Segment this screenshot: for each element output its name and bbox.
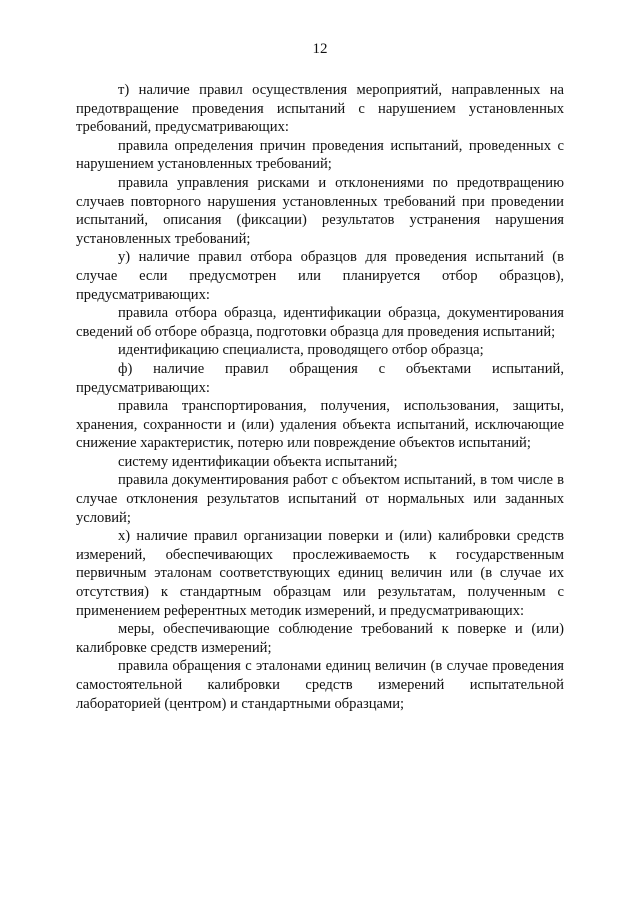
page-number: 12 (312, 41, 328, 57)
paragraph: правила управления рисками и отклонениями по предотвращению случаев повторного нарушения установленных требований при проведении испытаний, описания (фиксации) результатов устранения нарушения установленных требований; (76, 174, 564, 247)
paragraph-kh-intro: х) наличие правил организации поверки и (или) калибровки средств измерений, обеспечивающих прослеживаемость к государственным первичным эталонам соответствующих единиц величин или (в случае их отсутствия) к стандартным образцам или результатам, полученным с применением референтных методик измерений, и предусматривающих: (76, 528, 564, 619)
paragraph-u-intro: у) наличие правил отбора образцов для проведения испытаний (в случае если предусмотрен или планируется отбор образцов), предусматривающих: (76, 249, 564, 303)
document-body (76, 81, 564, 713)
paragraph: правила обращения с эталонами единиц величин (в случае проведения самостоятельной калибровки средств измерений испытательной лабораторией (центром) и стандартными образцами; (76, 658, 564, 712)
paragraph-t-intro: т) наличие правил осуществления мероприятий, направленных на предотвращение проведения испытаний с нарушением установленных требований, предусматривающих: (76, 82, 564, 136)
paragraph: меры, обеспечивающие соблюдение требований к поверке и (или) калибровке средств измерений; (76, 621, 564, 656)
paragraph: правила определения причин проведения испытаний, проведенных с нарушением установленных требований; (76, 137, 564, 173)
paragraph-f-intro: ф) наличие правил обращения с объектами испытаний, предусматривающих: (76, 360, 564, 396)
paragraph: идентификацию специалиста, проводящего отбор образца; (118, 342, 484, 359)
paragraph: правила транспортирования, получения, использования, защиты, хранения, сохранности и (или) удаления объекта испытаний, исключающие снижение характеристик, потерю или повреждение объектов испытаний; (76, 398, 564, 452)
paragraph: правила отбора образца, идентификации образца, документирования сведений об отборе образца, подготовки образца для проведения испытаний; (76, 305, 564, 340)
paragraph: систему идентификации объекта испытаний; (118, 453, 398, 470)
paragraph: правила документирования работ с объектом испытаний, в том числе в случае отклонения результатов испытаний от нормальных или заданных условий; (76, 472, 564, 526)
